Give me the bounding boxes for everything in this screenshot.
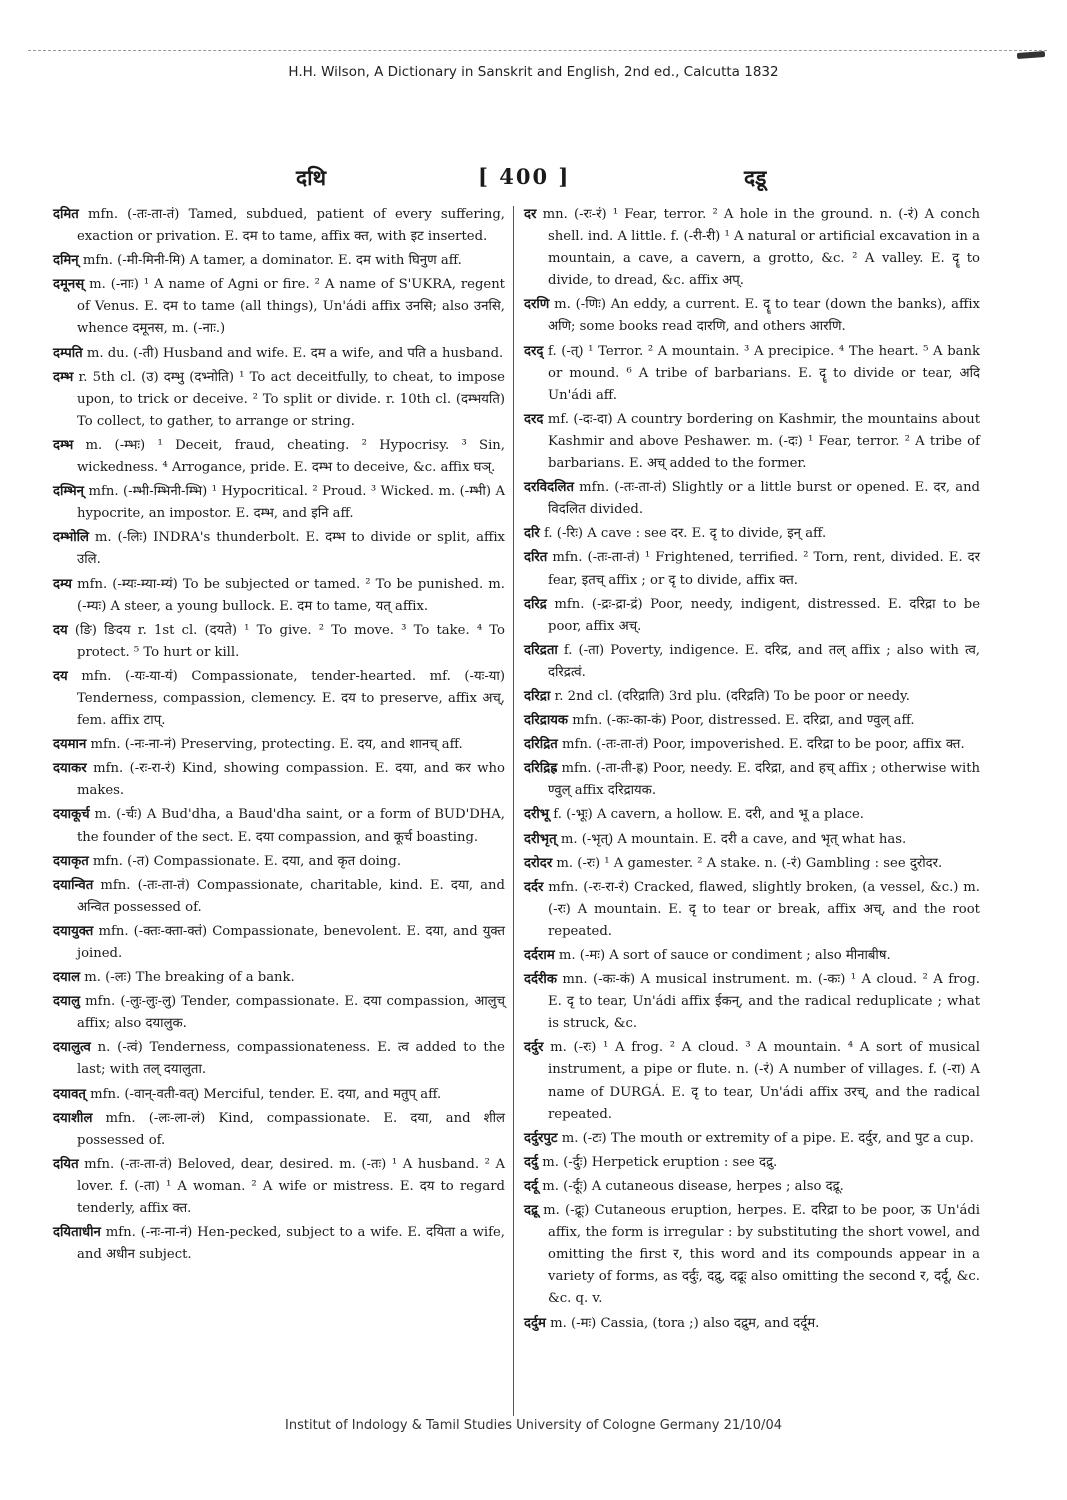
guide-word-right: दडू (744, 165, 767, 190)
dictionary-entry (524, 1037, 980, 1125)
entry-headword: दर्दर (524, 879, 544, 895)
dictionary-entry (524, 804, 980, 826)
dictionary-entry (53, 250, 505, 272)
entry-headword: दरिद्र (524, 596, 547, 612)
dictionary-entry (524, 341, 980, 407)
dictionary-entry (53, 758, 505, 802)
dictionary-entry (524, 594, 980, 638)
entry-definition: mfn. (-रः-रा-रं) Cracked, flawed, slightly broken, (a vessel, &c.) m. (-रः) A mountain. E. दृ to tear or break, affix अच्, and the root repeated. (548, 879, 980, 939)
dictionary-entry (53, 343, 505, 365)
entry-headword: दरोदर (524, 855, 553, 871)
entry-headword: दरीभृत् (524, 831, 557, 847)
entry-headword: दयाशील (53, 1110, 93, 1126)
entry-definition: mn. (-रः-रं) ¹ Fear, terror. ² A hole in the ground. n. (-रं) A conch shell. ind. A little. f. (-री-री) ¹ A natural or artificial excavation in a mountain, a cave, a cavern, a grotto, &c. ² A valley. E. दॄ to divide, to dread, &c. affix अप्. (542, 207, 980, 289)
entry-definition: r. 5th cl. (उ) दम्भु (दभ्नोति) ¹ To act deceitfully, to cheat, to impose upon, to trick or deceive. ² To split or divide. r. 10th cl. (दम्भयति) To collect, to gather, to arrange or string. (77, 369, 505, 429)
dictionary-entry (53, 481, 505, 525)
entry-definition: m. (-मः) A sort of sauce or condiment ; also मीनाबीष. (558, 948, 891, 963)
entry-definition: m. (-द्रूः) Cutaneous eruption, herpes. E. दरिद्रा to be poor, ऊ Un'ádi affix, the form is irregular : by substituting the short vowel, and omitting the first र, this word and its compounds appear in a variety of forms, as दर्दुः, दद्रु, दद्रूः also omitting the second र, दर्दू, &c. &c. q. v. (543, 1203, 980, 1307)
entry-headword: दय (53, 668, 68, 684)
entry-headword: दरित (524, 550, 548, 566)
entry-headword: दमित (53, 207, 79, 222)
entry-headword: दयाल (53, 970, 81, 986)
entry-headword: दरिद्रिह्र (524, 761, 558, 777)
entry-definition: mfn. (-कः-का-कं) Poor, distressed. E. दरिद्रा, and ण्वुल् aff. (572, 713, 915, 729)
scan-border-line (28, 50, 1047, 51)
dictionary-entry (53, 1154, 505, 1220)
entry-headword: दरद् (524, 343, 544, 359)
entry-definition: mfn. (-तः-ता-तं) Slightly or a little burst or opened. E. दर, and विदलित divided. (548, 480, 980, 518)
entry-headword: दर्दुम (524, 1315, 546, 1331)
entry-headword: दम्भ (53, 437, 74, 453)
entry-definition: m. (-णिः) An eddy, a current. E. दॄ to tear (down the banks), affix अणि; some books read दारणि, and others आरणि. (548, 297, 980, 335)
scan-artifact (1017, 51, 1045, 59)
dictionary-entry (53, 574, 505, 618)
entry-definition: mfn. (-मी-मिनी-मि) A tamer, a dominator. E. दम with घिनुण aff. (82, 253, 462, 269)
dictionary-entry (524, 829, 980, 851)
entry-definition: n. (-त्वं) Tenderness, compassionateness. E. त्व added to the last; with तल् दयालुता. (77, 1040, 505, 1078)
dictionary-entry (524, 477, 980, 521)
entry-definition: mf. (-दः-दा) A country bordering on Kashmir, the mountains about Kashmir and above Peshawer. m. (-दः) ¹ Fear, terror. ² A tribe of barbarians. E. अच् added to the former. (547, 411, 980, 472)
dictionary-entry (524, 294, 980, 338)
page-number: [ 400 ] (478, 164, 571, 189)
entry-headword: दयालुत्व (53, 1040, 91, 1056)
entry-headword: दम्य (53, 576, 72, 592)
entry-definition: m. (-रः) ¹ A frog. ² A cloud. ³ A mountain. ⁴ A sort of musical instrument, a pipe or flute. n. (-रं) A number of villages. f. (-रा) A name of DURGÁ. E. दृ to tear, Un'ádi affix उरच्, and the radical repeated. (548, 1040, 980, 1122)
entry-definition: mfn. (-ता-ती-ह्र) Poor, needy. E. दरिद्रा, and हच् affix ; otherwise with ण्वुल् affix दरिद्रायक. (548, 761, 980, 799)
dictionary-entry (53, 620, 505, 664)
dictionary-entry (524, 409, 980, 475)
entry-headword: दरिद्रित (524, 737, 558, 753)
entry-headword: दरविदलित (524, 480, 575, 496)
entry-headword: दयाकर (53, 761, 87, 777)
entry-headword: दयायुक्त (53, 923, 94, 939)
left-column (53, 204, 505, 1268)
entry-headword: दद्रू (524, 1203, 539, 1219)
entry-definition: mfn. (-तः-ता-तं) ¹ Frightened, terrified. ² Torn, rent, divided. E. दर fear, इतच् affix ; or दृ to divide, affix क्त. (548, 550, 981, 588)
dictionary-entry (53, 204, 505, 248)
dictionary-entry (53, 435, 505, 479)
entry-definition: mfn. (-वान्-वती-वत्) Merciful, tender. E. दया, and मतुप् aff. (90, 1086, 442, 1102)
entry-definition: m. (-भृत्) A mountain. E. दरी a cave, and भृत् what has. (560, 831, 907, 847)
entry-headword: दयान्वित (53, 877, 94, 893)
entry-headword: दरद (524, 411, 544, 427)
dictionary-entry (53, 804, 505, 848)
entry-headword: दयित (53, 1156, 79, 1172)
guide-word-left: दथि (296, 165, 327, 190)
entry-definition: m. (-मः) Cassia, (tora ;) also दद्रुम, and दर्दूम. (550, 1315, 820, 1331)
dictionary-entry (53, 875, 505, 919)
dictionary-entry (53, 1222, 505, 1266)
entry-definition: m. (-म्भः) ¹ Deceit, fraud, cheating. ² Hypocrisy. ³ Sin, wickedness. ⁴ Arrogance, pride. E. दम्भ to deceive, &c. affix घञ्. (77, 437, 505, 476)
entry-definition: mfn. (-लः-ला-लं) Kind, compassionate. E. दया, and शील possessed of. (77, 1110, 505, 1148)
entry-headword: दरिद्रता (524, 642, 558, 658)
entry-headword: दमिन् (53, 253, 79, 269)
dictionary-entry (53, 734, 505, 756)
column-divider (513, 206, 514, 1416)
page-footer: Institut of Indology & Tamil Studies University of Cologne Germany 21/10/04 (285, 1418, 782, 1433)
dictionary-entry (524, 734, 980, 756)
entry-headword: दर्दुर (524, 1040, 544, 1056)
dictionary-entry (53, 1108, 505, 1152)
entry-definition: mfn. (-यः-या-यं) Compassionate, tender-hearted. mf. (-यः-या) Tenderness, compassion, clemency. E. दय to preserve, affix अच्, fem. affix टाप्. (77, 668, 505, 729)
dictionary-entry (524, 204, 980, 292)
dictionary-entry (524, 640, 980, 684)
entry-headword: दम्भ (53, 369, 74, 385)
entry-headword: दम्भोलि (53, 530, 90, 546)
entry-definition: f. (-त्) ¹ Terror. ² A mountain. ³ A precipice. ⁴ The heart. ⁵ A bank or mound. ⁶ A tribe of barbarians. E. दॄ to divide or tear, अदि Un'ádi aff. (548, 343, 980, 403)
dictionary-entry (524, 686, 980, 708)
right-column (524, 204, 980, 1337)
dictionary-entry (53, 1037, 505, 1081)
entry-headword: दम्भिन् (53, 484, 84, 500)
dictionary-entry (524, 969, 980, 1035)
entry-headword: दयावत् (53, 1086, 86, 1102)
dictionary-entry (53, 367, 505, 433)
entry-headword: दय (53, 622, 68, 638)
entry-definition: mfn. (-नः-ना-नं) Preserving, protecting. E. दय, and शानच् aff. (90, 737, 463, 753)
entry-headword: दर्दुरपुट (524, 1130, 558, 1146)
dictionary-entry (53, 1084, 505, 1106)
dictionary-entry (53, 967, 505, 989)
dictionary-entry (53, 666, 505, 732)
dictionary-entry (524, 853, 980, 875)
entry-definition: m. (-रः) ¹ A gamester. ² A stake. n. (-रं) Gambling : see दुरोदर. (556, 855, 943, 871)
dictionary-entry (524, 523, 980, 545)
source-citation: H.H. Wilson, A Dictionary in Sanskrit and English, 2nd ed., Calcutta 1832 (288, 64, 779, 80)
entry-definition: m. (-र्दूः) A cutaneous disease, herpes ; also दद्रू. (542, 1178, 844, 1194)
dictionary-entry (524, 758, 980, 802)
dictionary-entry (53, 851, 505, 873)
entry-definition: mfn. (-नः-ना-नं) Hen-pecked, subject to a wife. E. दयिता a wife, and अधीन subject. (77, 1225, 505, 1263)
entry-headword: दयिताधीन (53, 1225, 101, 1241)
entry-definition: m. (-र्दुः) Herpetick eruption : see दद्रु. (542, 1154, 778, 1170)
entry-headword: दर्दु (524, 1154, 539, 1170)
dictionary-entry (524, 1152, 980, 1174)
dictionary-entry (53, 274, 505, 340)
dictionary-entry (53, 527, 505, 571)
entry-headword: दर (524, 207, 537, 222)
entry-headword: दयाकूर्च (53, 807, 90, 823)
entry-definition: m. (-नाः) ¹ A name of Agni or fire. ² A name of S'UKRA, regent of Venus. E. दम to tame (all things), Un'ádi affix उनसि; also उनसि, whence दमूनस, m. (-नाः.) (77, 277, 505, 337)
dictionary-entry (53, 921, 505, 965)
dictionary-entry (524, 1128, 980, 1150)
entry-definition: r. 2nd cl. (दरिद्राति) 3rd plu. (दरिद्रति) To be poor or needy. (554, 688, 910, 704)
entry-definition: mfn. (-तः-ता-तं) Tamed, subdued, patient of every suffering, exaction or privation. E. दम to tame, affix क्त, with इट inserted. (77, 207, 505, 245)
entry-headword: दरीभू (524, 807, 550, 823)
entry-headword: दर्दरीक (524, 972, 557, 988)
entry-headword: दरि (524, 526, 540, 542)
entry-definition: m. (-लिः) INDRA's thunderbolt. E. दम्भ to divide or split, affix उलि. (77, 530, 505, 568)
entry-definition: f. (-ता) Poverty, indigence. E. दरिद्र, and तल् affix ; also with त्व, दरिद्रत्वं. (548, 642, 980, 680)
entry-headword: दयाकृत (53, 853, 89, 869)
dictionary-entry (524, 1200, 980, 1310)
dictionary-entry (524, 945, 980, 967)
entry-definition: mfn. (-लुः-लुः-लु) Tender, compassionate. E. दया compassion, आलुच् affix; also दयालुक. (77, 994, 505, 1032)
dictionary-entry (524, 877, 980, 943)
entry-definition: mn. (-कः-कं) A musical instrument. m. (-कः) ¹ A cloud. ² A frog. E. दृ to tear, Un'ádi affix ईकन्, and the radical reduplicate ; what is struck, &c. (548, 972, 980, 1032)
entry-definition: m. (-र्चः) A Bud'dha, a Baud'dha saint, or a form of BUD'DHA, the founder of the sect. E. दया compassion, and कूर्च boasting. (77, 807, 505, 845)
entry-definition: m. (-लः) The breaking of a bank. (84, 970, 295, 986)
entry-definition: m. du. (-ती) Husband and wife. E. दम a wife, and पति a husband. (86, 345, 504, 361)
entry-definition: (ङि) ङिदय r. 1st cl. (दयते) ¹ To give. ² To move. ³ To take. ⁴ To protect. ⁵ To hurt or kill. (74, 622, 505, 660)
entry-definition: f. (-भूः) A cavern, a hollow. E. दरी, and भू a place. (553, 807, 864, 823)
dictionary-entry (524, 547, 980, 591)
entry-definition: mfn. (-रः-रा-रं) Kind, showing compassion. E. दया, and कर who makes. (77, 761, 505, 799)
entry-definition: mfn. (-त) Compassionate. E. दया, and कृत doing. (92, 853, 402, 869)
entry-headword: दयालु (53, 994, 81, 1010)
entry-headword: दर्दराम (524, 948, 555, 963)
entry-definition: mfn. (-तः-ता-तं) Beloved, dear, desired. m. (-तः) ¹ A husband. ² A lover. f. (-ता) ¹ A woman. ² A wife or mistress. E. दय to regard tenderly, affix क्त. (77, 1156, 505, 1217)
entry-definition: mfn. (-तः-ता-तं) Poor, impoverished. E. दरिद्रा to be poor, affix क्त. (561, 737, 965, 753)
dictionary-entry (524, 1176, 980, 1198)
dictionary-entry (53, 991, 505, 1035)
entry-headword: दरिद्रा (524, 688, 551, 704)
dictionary-entry (524, 1313, 980, 1335)
dictionary-entry (524, 710, 980, 732)
entry-definition: mfn. (-म्यः-म्या-म्यं) To be subjected or tamed. ² To be punished. m. (-म्यः) A steer, a young bullock. E. दम to tame, यत् affix. (77, 576, 506, 614)
entry-definition: m. (-टः) The mouth or extremity of a pipe. E. दर्दुर, and पुट a cup. (561, 1130, 974, 1146)
entry-headword: दर्दू (524, 1178, 539, 1194)
entry-headword: दरणि (524, 297, 550, 313)
entry-definition: mfn. (-म्भी-म्भिनी-म्भि) ¹ Hypocritical. ² Proud. ³ Wicked. m. (-म्भी) A hypocrite, an impostor. E. दम्भ, and इनि aff. (77, 484, 505, 522)
entry-headword: दम्पति (53, 345, 83, 361)
entry-headword: दयमान (53, 737, 87, 753)
entry-headword: दमूनस् (53, 277, 85, 293)
entry-definition: mfn. (-द्रः-द्रा-द्रं) Poor, needy, indigent, distressed. E. दरिद्रा to be poor, affix अच्. (548, 596, 980, 634)
entry-headword: दरिद्रायक (524, 713, 569, 729)
entry-definition: f. (-रिः) A cave : see दर. E. दृ to divide, इन् aff. (544, 526, 827, 542)
entry-definition: mfn. (-क्तः-क्ता-क्तं) Compassionate, benevolent. E. दया, and युक्त joined. (77, 923, 505, 961)
entry-definition: mfn. (-तः-ता-तं) Compassionate, charitable, kind. E. दया, and अन्वित possessed of. (77, 877, 505, 915)
